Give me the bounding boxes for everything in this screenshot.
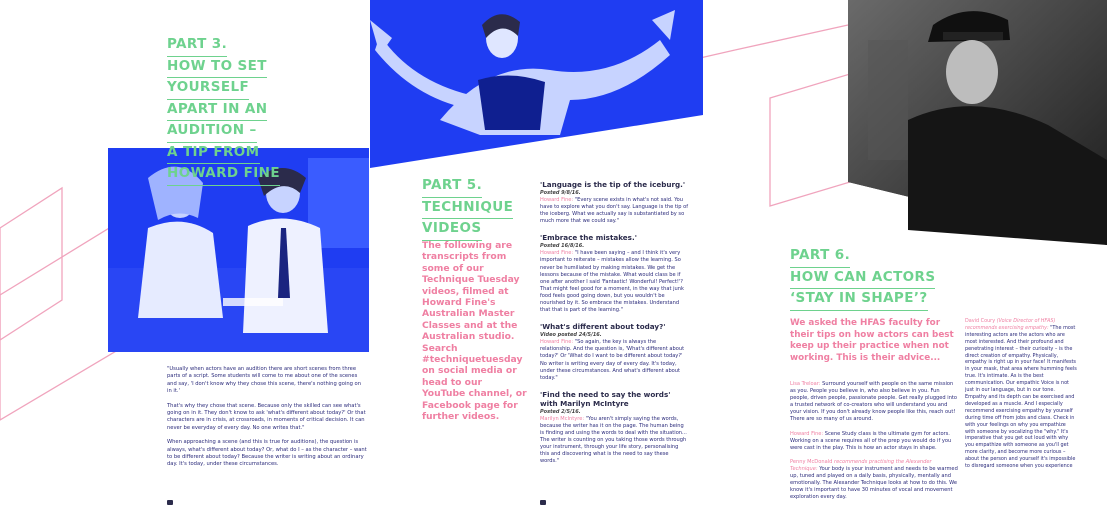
transcript-entry [540,180,688,225]
faculty-tip-text: Scene Study class is the ultimate gym for actors. Working on a scene requires all of the prep you would do if you were cast in the play. This is how an actor stays in shape. [790,430,952,451]
part6-intro: We asked the HFAS faculty for their tips on how actors can best keep up their practice when not working. This is their advice... [790,318,954,363]
part5-entries [540,180,688,465]
faculty-name: Howard Fine: [790,430,824,437]
transcript-quote: "Every scene exists in what's not said. You have to explore what you don't say. Language is the tip of the iceberg. What we actually say is substantiated by so much more that we could say." [540,197,689,225]
transcript-text [540,250,688,314]
part5-heading [422,176,532,241]
hfas-logo-mark-icon [540,500,546,505]
speaker-name: Marilyn McIntyre: [540,415,585,422]
transcript-title: 'Language is the tip of the iceburg.' [540,180,686,189]
faculty-name: Penny McDonald [790,458,833,465]
part3-paragraph: "Usually when actors have an audition there are short scenes from three parts of a script. Some students will come to me about one of the scenes and say, 'I don't know why they chose this scene, there's nothing going on in it.' [167,366,362,395]
transcript-entry [540,233,688,314]
transcript-date: Posted 2/5/16. [540,408,581,415]
transcript-title: 'Find the need to say the words' with Marilyn McIntyre [540,389,671,408]
part5-heading-line: VIDEOS [422,219,482,241]
part6-heading-line: PART 6. [790,246,850,268]
part3-heading-line: HOWARD FINE [167,164,280,186]
speaker-name: Howard Fine: [540,250,574,257]
transcript-quote: "You aren't simply saying the words, because the writer has it on the page. The human being is finding and using the words to deal with the situation... The writer is counting on you taking those words through your instrument, through your life story, personalising this and discovering what is the need to say these words." [540,415,687,465]
part3-heading-line: APART IN AN [167,100,267,122]
faculty-tip [790,381,958,424]
officer-photo [848,0,1107,245]
part3-body [167,366,367,476]
hfas-logo-mark-icon [167,500,173,505]
part5-heading-line: TECHNIQUE [422,198,513,220]
faculty-tip [790,459,958,502]
part3-heading-line: PART 3. [167,35,227,57]
speaker-name: Howard Fine: [540,197,574,203]
part3-heading-line: AUDITION – [167,121,257,143]
faculty-tip-text: Your body is your instrument and needs to be warmed up, tuned and played on a daily basis, physically, mentally and emotionally. The Alexander Technique looks at how to do this. We know it's important to have 30 minutes of vocal and movement exploration every day. [790,465,958,501]
part3-heading [167,35,367,186]
faculty-name: David Coury [965,318,996,324]
transcript-text [540,416,688,466]
part6-right-entry [965,318,1077,470]
faculty-role: (Voice Director of HFAS) recommends exercising empathy: [965,318,1056,331]
speaker-name: Howard Fine: [540,339,574,346]
faculty-tip [790,431,958,452]
transcript-date: Posted 16/8/16. [540,243,585,250]
faculty-role: recommends practising the Alexander Technique: [790,458,932,472]
transcript-date: Posted 9/8/16. [540,190,581,196]
actress-photo-illustration [370,0,703,168]
part3-heading-line: A TIP FROM [167,143,260,165]
part3-paragraph: When approaching a scene (and this is true for auditions), the question is always, what's different about today? Or, what do I – as the character – want to be different about today? Because the writer is writing about an ordinary day. It's today, under these circumstances. [167,439,367,468]
part5-intro: The following are transcripts from some of our Technique Tuesday videos, filmed at Howard Fine's Australian Master Classes and at the Australian studio. Search #techniquetuesday on social media or head to our YouTube channel, or Facebook page for further videos. [422,240,527,423]
part3-heading-line: YOURSELF [167,78,249,100]
transcript-title: 'What's different about today?' [540,322,666,332]
part3-paragraph: That's why they chose that scene. Because only the skilled can see what's going on in it. They don't know to ask 'what's different about today?' Or that characters are in crisis, at crossroads, in moments of critical decision. It can never be everyday of every day. No one writes that." [167,402,366,431]
part5-heading-line: PART 5. [422,176,482,198]
officer-photo-illustration [848,0,1107,245]
faculty-tip-text: "The most interesting actors are the actors who are most interested. And their profound and penetrating interest – their curiosity – is the direct creation of empathy. Physically, empathy is right up in your face! It manifests in your mask, that area where humming feels true. It's intimate. As is the best communication. Our empathic Voice is not just in our language, but in our tone. Empathy and its depth can be exercised and developed as a muscle. And I especially recommend exercising empathy by yourself during time off from jobs and class. Check in with your feelings on why you empathize with someone by vocalizing the "why." It's imperative that you get out loud with why you empathize with someone as you'll get more clarity, and become more curious – about the person and yourself it's impossible to disregard someone when you experience [965,324,1077,470]
transcript-quote: "I have been saying – and I think it's very important to reiterate – mistakes allow the learning. So never be humiliated by making mistakes. We get the lessons because of the mistake. What would class be if one after another I said 'Fantastic! Wonderful! Perfect!'? That might feel good for a moment, in the way that junk food feels good going down, but you wouldn't be nourished by it. So embrace the mistakes. Understand that that is part of the learning." [540,250,684,314]
part6-heading-line: HOW CAN ACTORS [790,268,935,290]
part6-left-entries [790,381,958,508]
transcript-title: 'Embrace the mistakes.' [540,233,637,243]
transcript-date: Video posted 24/5/16. [540,332,602,339]
faculty-name: Lisa Treloar: [790,381,821,387]
faculty-tip-text: Surround yourself with people on the same mission as you. People you believe in, who also believe in you. Fun people, driven people, passionate people. Get really plugged into a trusted network of co-creators who will understand you and your vision. If you don't already know people like this, reach out! There are so many of us around. [790,381,958,423]
part6-heading [790,246,990,311]
transcript-entry [540,322,688,382]
transcript-entry [540,390,688,466]
part3-heading-line: HOW TO SET [167,57,267,79]
part6-heading-line: ‘STAY IN SHAPE’? [790,289,928,311]
transcript-quote: "So again, the key is always the relationship. And the question is, 'What's different about today?' Or 'What do I want to be different about today?' No writer is writing every day of every day. It's today, under these circumstances. And what's different about today." [540,339,685,381]
transcript-text [540,339,688,382]
transcript-text [540,197,688,225]
actress-photo [370,0,703,168]
